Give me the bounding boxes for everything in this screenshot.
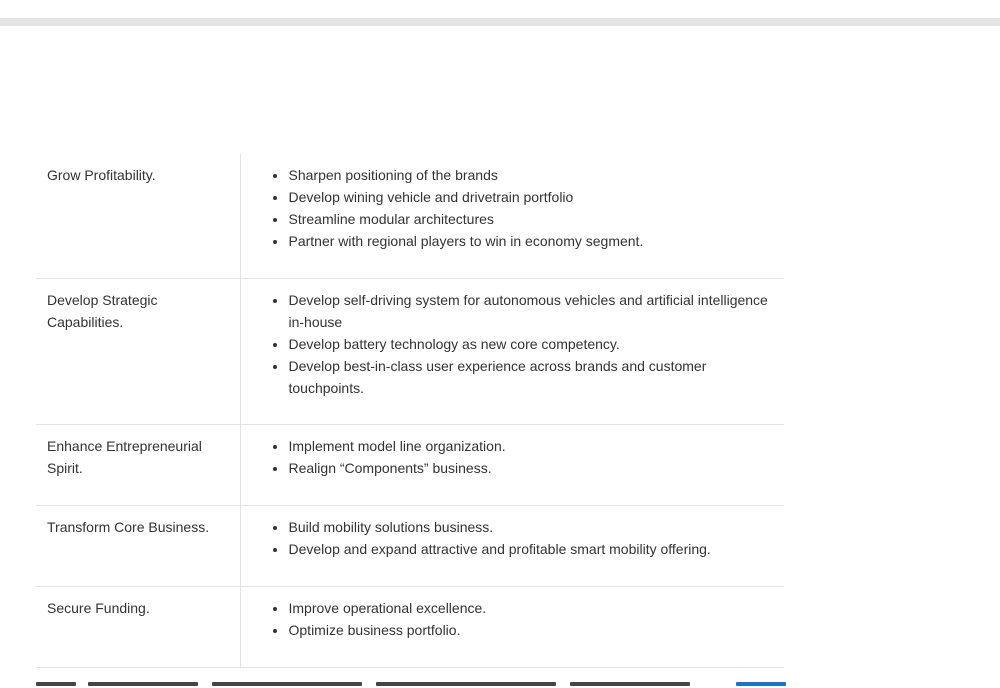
cropped-text-line xyxy=(36,682,796,688)
cropped-link-fragment[interactable] xyxy=(736,682,786,686)
bullet-list xyxy=(252,164,774,252)
row-items-cell xyxy=(240,424,784,505)
list-item: • Develop self-driving system for autonomous vehicles and artificial intelligence in-house xyxy=(288,289,774,333)
row-label: Grow Profitability. xyxy=(47,167,156,183)
list-item: • Develop battery technology as new core competency. xyxy=(288,333,774,355)
list-item: • Develop wining vehicle and drivetrain portfolio xyxy=(288,186,774,208)
row-label: Secure Funding. xyxy=(47,599,150,616)
cropped-text-fragment xyxy=(212,682,362,686)
list-item: • Build mobility solutions business. xyxy=(288,516,774,538)
table-row xyxy=(36,424,784,505)
strategy-table-body xyxy=(36,154,784,667)
cropped-text-fragment xyxy=(36,682,76,686)
cropped-text-fragment xyxy=(376,682,556,686)
row-items-cell xyxy=(240,505,784,586)
bullet-list xyxy=(252,516,774,560)
list-item: • Develop best-in-class user experience across brands and customer touchpoints. xyxy=(288,355,774,399)
row-items-cell xyxy=(240,154,784,278)
bullet-list xyxy=(252,289,774,399)
table-row xyxy=(36,154,784,278)
table-row xyxy=(36,586,784,667)
table-row xyxy=(36,505,784,586)
bullet-list xyxy=(252,597,774,641)
cropped-text-fragment xyxy=(88,682,198,686)
row-label-cell xyxy=(36,154,240,278)
bullet-list xyxy=(252,435,774,479)
row-label-cell xyxy=(36,505,240,586)
list-item: • Partner with regional players to win in economy segment. xyxy=(288,230,774,252)
list-item: • Improve operational excellence. xyxy=(288,597,774,619)
row-label: Transform Core Business. xyxy=(47,518,210,535)
row-label-cell xyxy=(36,278,240,424)
row-items-cell xyxy=(240,278,784,424)
list-item: • Sharpen positioning of the brands xyxy=(288,164,774,186)
table-row xyxy=(36,278,784,424)
row-label-cell xyxy=(36,586,240,667)
row-items-cell xyxy=(240,586,784,667)
top-divider-bar xyxy=(0,18,1000,26)
row-label: Develop Strategic Capabilities. xyxy=(47,291,158,330)
list-item: • Develop and expand attractive and profitable smart mobility offering. xyxy=(288,538,774,560)
list-item: • Implement model line organization. xyxy=(288,435,774,457)
list-item: • Streamline modular architectures xyxy=(288,208,774,230)
strategy-table xyxy=(36,154,784,668)
strategy-table-container xyxy=(36,154,784,668)
list-item: • Realign “Components” business. xyxy=(288,457,774,479)
cropped-text-fragment xyxy=(570,682,690,686)
row-label-cell xyxy=(36,424,240,505)
list-item: • Optimize business portfolio. xyxy=(288,619,774,641)
row-label: Enhance Entrepreneurial Spirit. xyxy=(47,437,202,476)
